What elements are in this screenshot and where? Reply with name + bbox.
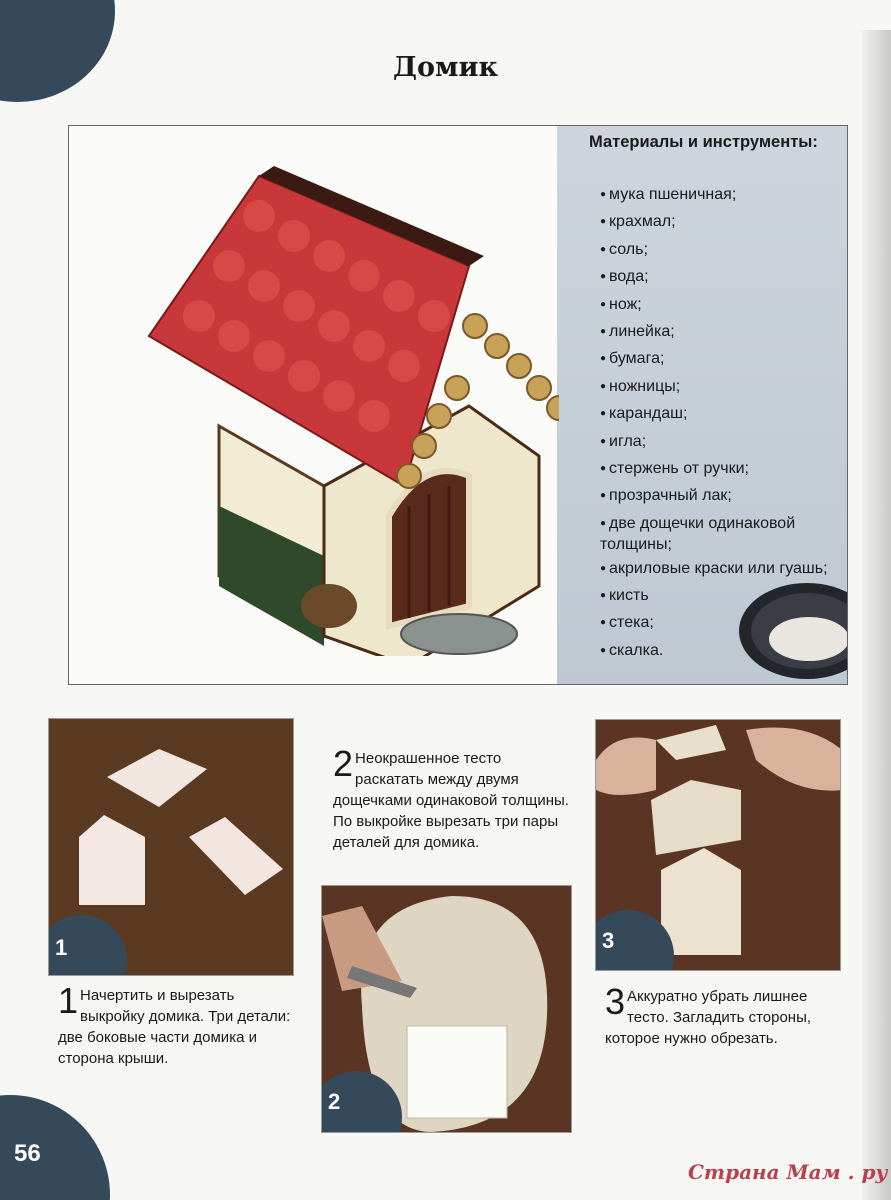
bullet-icon: ● (600, 326, 607, 338)
material-item: ● стека; (600, 614, 654, 632)
bullet-icon: ● (600, 562, 607, 574)
bullet-icon: ● (600, 644, 607, 656)
page-title: Домик (393, 52, 498, 83)
step-2-text (333, 743, 573, 853)
step-1-description: Начертить и вырезать выкройку домика. Три детали: две боковые части домика и сторона крыши. (58, 987, 291, 1067)
bullet-icon: ● (600, 243, 607, 255)
step-2-description: Неокрашенное тесто раскатать между двумя дощечками одинаковой толщины. По выкройке вырезать три пары деталей для домика. (333, 750, 569, 851)
material-item: ● мука пшеничная; (600, 186, 737, 203)
bullet-icon: ● (600, 271, 607, 283)
material-item: ● акриловые краски или гуашь; (600, 559, 828, 577)
bullet-icon: ● (600, 589, 607, 601)
material-item: ● бумага; (600, 350, 665, 368)
bullet-icon: ● (600, 189, 607, 200)
step-3-text (605, 981, 840, 1049)
step-2-badge: 2 (321, 1071, 402, 1133)
material-item: ● две дощечки одинаковой толщины; (600, 514, 796, 553)
material-item: ● скалка. (600, 641, 664, 659)
corner-decoration-top (0, 0, 115, 102)
material-item: ● ножницы; (600, 377, 681, 395)
material-item: ● линейка; (600, 323, 675, 341)
step-2-photo (321, 885, 572, 1133)
step-1-badge: 1 (48, 915, 127, 976)
bullet-icon: ● (600, 517, 607, 529)
step-3-badge: 3 (595, 910, 674, 971)
material-item: ● игла; (600, 432, 647, 450)
materials-title: Материалы и инструменты: (589, 133, 818, 151)
watermark: Страна Мам . ру (688, 1160, 888, 1184)
bullet-icon: ● (600, 408, 607, 420)
step-1-number: 1 (58, 980, 79, 1021)
material-item: ● прозрачный лак; (600, 487, 732, 505)
step-1-text (58, 980, 293, 1069)
step-3-photo (595, 719, 841, 971)
material-item: ● соль; (600, 240, 648, 258)
bullet-icon: ● (600, 617, 607, 629)
bullet-icon: ● (600, 353, 607, 365)
material-item: ● вода; (600, 268, 649, 286)
bullet-icon: ● (600, 298, 607, 310)
bullet-icon: ● (600, 380, 607, 392)
material-item: ● кисть (600, 586, 649, 604)
material-item: ● стержень от ручки; (600, 460, 749, 478)
material-item: ● карандаш; (600, 405, 688, 423)
material-item: ● нож; (600, 295, 642, 313)
clay-house-illustration (139, 156, 559, 656)
flour-bowl-illustration (737, 581, 848, 685)
page-edge-shadow (862, 30, 891, 1200)
page-number: 56 (14, 1140, 41, 1167)
bullet-icon: ● (600, 463, 607, 475)
step-3-description: Аккуратно убрать лишнее тесто. Загладить стороны, которое нужно обрезать. (605, 988, 812, 1047)
step-3-number: 3 (605, 981, 626, 1022)
material-item: ● крахмал; (600, 213, 676, 231)
materials-panel (68, 125, 848, 685)
bullet-icon: ● (600, 490, 607, 502)
bullet-icon: ● (600, 216, 607, 228)
step-1-photo (48, 718, 294, 976)
step-2-number: 2 (333, 743, 354, 784)
bullet-icon: ● (600, 435, 607, 447)
